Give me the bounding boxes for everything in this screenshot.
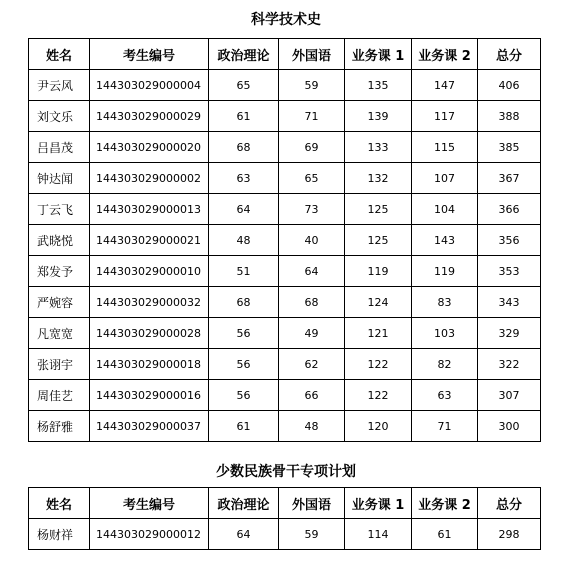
cell-total: 343 (478, 287, 541, 318)
cell-subject-2: 107 (412, 163, 478, 194)
table-row (29, 256, 541, 287)
cell-name: 杨财祥 (29, 519, 90, 550)
cell-candidate-id: 144303029000004 (90, 70, 209, 101)
table-row (29, 519, 541, 550)
cell-total: 385 (478, 132, 541, 163)
header-candidate-id: 考生编号 (90, 488, 209, 519)
cell-subject-1: 122 (345, 380, 412, 411)
cell-candidate-id: 144303029000037 (90, 411, 209, 442)
header-subject-1: 业务课 1 (345, 39, 412, 70)
cell-name: 刘文乐 (29, 101, 90, 132)
cell-name: 张诩宇 (29, 349, 90, 380)
cell-subject-1: 124 (345, 287, 412, 318)
cell-candidate-id: 144303029000020 (90, 132, 209, 163)
cell-subject-1: 119 (345, 256, 412, 287)
cell-foreign-language: 73 (279, 194, 345, 225)
header-subject-2: 业务课 2 (412, 488, 478, 519)
cell-candidate-id: 144303029000021 (90, 225, 209, 256)
header-politics: 政治理论 (209, 488, 279, 519)
cell-subject-1: 121 (345, 318, 412, 349)
cell-foreign-language: 48 (279, 411, 345, 442)
cell-foreign-language: 59 (279, 519, 345, 550)
cell-candidate-id: 144303029000016 (90, 380, 209, 411)
cell-politics: 68 (209, 287, 279, 318)
cell-politics: 56 (209, 318, 279, 349)
cell-candidate-id: 144303029000032 (90, 287, 209, 318)
table-header-row (29, 39, 541, 70)
section-title-minority-program: 少数民族骨干专项计划 (216, 464, 356, 480)
cell-name: 凡宽宽 (29, 318, 90, 349)
cell-subject-1: 122 (345, 349, 412, 380)
cell-candidate-id: 144303029000012 (90, 519, 209, 550)
table-row (29, 132, 541, 163)
score-table-minority-program (28, 487, 541, 550)
header-total: 总分 (478, 488, 541, 519)
cell-subject-2: 115 (412, 132, 478, 163)
cell-total: 353 (478, 256, 541, 287)
cell-name: 武晓悦 (29, 225, 90, 256)
cell-total: 298 (478, 519, 541, 550)
cell-foreign-language: 49 (279, 318, 345, 349)
table-row (29, 349, 541, 380)
table-row (29, 411, 541, 442)
cell-subject-2: 103 (412, 318, 478, 349)
cell-politics: 61 (209, 101, 279, 132)
cell-total: 356 (478, 225, 541, 256)
cell-politics: 64 (209, 194, 279, 225)
cell-subject-2: 117 (412, 101, 478, 132)
cell-foreign-language: 71 (279, 101, 345, 132)
cell-name: 尹云风 (29, 70, 90, 101)
cell-total: 329 (478, 318, 541, 349)
cell-candidate-id: 144303029000010 (90, 256, 209, 287)
cell-total: 300 (478, 411, 541, 442)
cell-total: 322 (478, 349, 541, 380)
table-row (29, 318, 541, 349)
cell-subject-1: 132 (345, 163, 412, 194)
cell-politics: 51 (209, 256, 279, 287)
cell-politics: 56 (209, 380, 279, 411)
table-header-row (29, 488, 541, 519)
cell-subject-1: 125 (345, 194, 412, 225)
table-row (29, 380, 541, 411)
cell-subject-1: 114 (345, 519, 412, 550)
cell-name: 杨舒雅 (29, 411, 90, 442)
cell-subject-1: 135 (345, 70, 412, 101)
cell-foreign-language: 65 (279, 163, 345, 194)
cell-name: 吕昌茂 (29, 132, 90, 163)
cell-subject-1: 125 (345, 225, 412, 256)
cell-name: 钟达闻 (29, 163, 90, 194)
cell-foreign-language: 66 (279, 380, 345, 411)
table-row (29, 287, 541, 318)
cell-foreign-language: 69 (279, 132, 345, 163)
cell-subject-2: 61 (412, 519, 478, 550)
cell-foreign-language: 40 (279, 225, 345, 256)
cell-foreign-language: 59 (279, 70, 345, 101)
cell-politics: 63 (209, 163, 279, 194)
cell-total: 388 (478, 101, 541, 132)
cell-subject-2: 71 (412, 411, 478, 442)
cell-total: 366 (478, 194, 541, 225)
cell-foreign-language: 68 (279, 287, 345, 318)
header-candidate-id: 考生编号 (90, 39, 209, 70)
section-title-science-history: 科学技术史 (251, 12, 321, 28)
header-foreign-language: 外国语 (279, 488, 345, 519)
header-total: 总分 (478, 39, 541, 70)
header-subject-2: 业务课 2 (412, 39, 478, 70)
cell-name: 郑发予 (29, 256, 90, 287)
cell-subject-1: 139 (345, 101, 412, 132)
header-subject-1: 业务课 1 (345, 488, 412, 519)
cell-subject-2: 63 (412, 380, 478, 411)
cell-politics: 61 (209, 411, 279, 442)
cell-subject-1: 120 (345, 411, 412, 442)
cell-subject-2: 83 (412, 287, 478, 318)
cell-foreign-language: 62 (279, 349, 345, 380)
table-row (29, 225, 541, 256)
cell-subject-2: 82 (412, 349, 478, 380)
cell-politics: 64 (209, 519, 279, 550)
cell-candidate-id: 144303029000013 (90, 194, 209, 225)
table-row (29, 163, 541, 194)
cell-subject-2: 119 (412, 256, 478, 287)
header-name: 姓名 (29, 39, 90, 70)
table-row (29, 101, 541, 132)
cell-name: 严婉容 (29, 287, 90, 318)
cell-subject-1: 133 (345, 132, 412, 163)
cell-candidate-id: 144303029000028 (90, 318, 209, 349)
cell-politics: 48 (209, 225, 279, 256)
cell-subject-2: 147 (412, 70, 478, 101)
cell-subject-2: 143 (412, 225, 478, 256)
cell-subject-2: 104 (412, 194, 478, 225)
cell-total: 406 (478, 70, 541, 101)
cell-candidate-id: 144303029000018 (90, 349, 209, 380)
header-name: 姓名 (29, 488, 90, 519)
header-foreign-language: 外国语 (279, 39, 345, 70)
cell-total: 367 (478, 163, 541, 194)
cell-name: 丁云飞 (29, 194, 90, 225)
cell-name: 周佳艺 (29, 380, 90, 411)
table-row (29, 70, 541, 101)
cell-politics: 56 (209, 349, 279, 380)
cell-politics: 65 (209, 70, 279, 101)
cell-politics: 68 (209, 132, 279, 163)
table-row (29, 194, 541, 225)
cell-foreign-language: 64 (279, 256, 345, 287)
cell-total: 307 (478, 380, 541, 411)
cell-candidate-id: 144303029000002 (90, 163, 209, 194)
score-table-science-history (28, 38, 541, 442)
cell-candidate-id: 144303029000029 (90, 101, 209, 132)
header-politics: 政治理论 (209, 39, 279, 70)
